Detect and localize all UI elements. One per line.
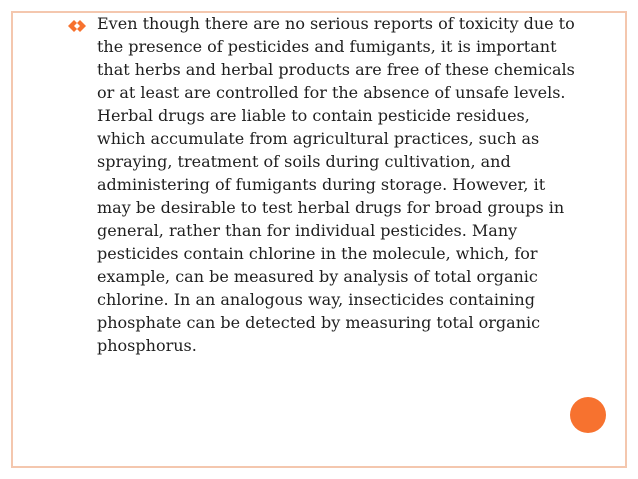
accent-dot (570, 397, 606, 433)
diamond-bullet-icon (67, 19, 89, 33)
bullet-text: Even though there are no serious reports of toxicity due to the presence of pesticides and fumigants, it is important that herbs and herbal products are free of these chemicals or at least are controlled for the absence of unsafe levels. Herbal drugs are liable to contain pesticide residues, which accumulate from agricultural practices, such as spraying, treatment of soils during cultivation, and administering of fumigants during storage. However, it may be desirable to test herbal drugs for broad groups in general, rather than for individual pesticides. Many pesticides contain chlorine in the molecule, which, for example, can be measured by analysis of total organic chlorine. In an analogous way, insecticides containing phosphate can be detected by measuring total organic phosphorus. (97, 14, 575, 355)
